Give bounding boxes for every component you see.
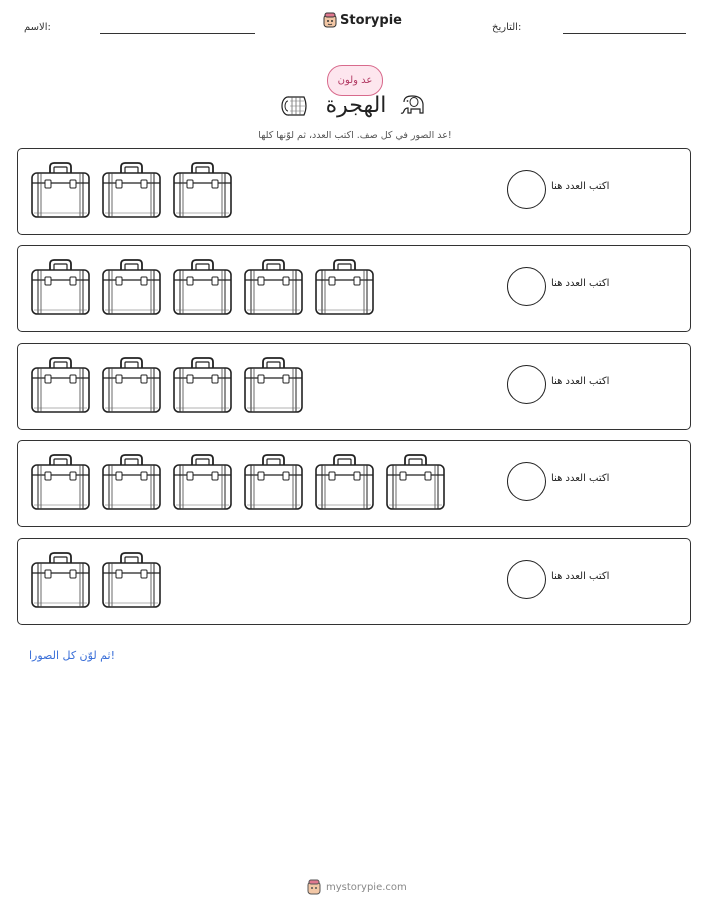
name-label: الاسم: bbox=[24, 22, 51, 33]
suitcase-icon[interactable] bbox=[172, 258, 233, 316]
storypie-footer-icon bbox=[307, 879, 321, 895]
instructions: عد الصور في كل صف. اكتب العدد، ثم لوّنها كلها! bbox=[258, 130, 452, 141]
color-note: ثم لوّن كل الصورا! bbox=[29, 649, 115, 662]
suitcase-icon[interactable] bbox=[385, 453, 446, 511]
write-number-label: اكتب العدد هنا bbox=[551, 571, 610, 582]
suitcase-icon[interactable] bbox=[172, 161, 233, 219]
suitcase-icon[interactable] bbox=[314, 453, 375, 511]
activity-badge: عد ولون bbox=[327, 65, 383, 96]
brand-name: Storypie bbox=[340, 12, 402, 28]
suitcase-icon[interactable] bbox=[30, 161, 91, 219]
suitcase-icon[interactable] bbox=[243, 453, 304, 511]
suitcase-icon[interactable] bbox=[30, 551, 91, 609]
name-input-line[interactable] bbox=[100, 33, 255, 34]
counting-row bbox=[17, 343, 691, 430]
suitcase-icon[interactable] bbox=[243, 356, 304, 414]
suitcase-icon[interactable] bbox=[101, 161, 162, 219]
write-number-label: اكتب العدد هنا bbox=[551, 181, 610, 192]
suitcase-group bbox=[30, 356, 304, 414]
page-title: الهجرة bbox=[325, 93, 387, 118]
elephant-icon bbox=[398, 94, 428, 118]
date-label: التاريخ: bbox=[492, 22, 522, 33]
answer-circle[interactable] bbox=[507, 365, 546, 404]
suitcase-group bbox=[30, 453, 446, 511]
counting-row bbox=[17, 538, 691, 625]
counting-row bbox=[17, 440, 691, 527]
counting-row bbox=[17, 148, 691, 235]
suitcase-group bbox=[30, 258, 375, 316]
answer-circle[interactable] bbox=[507, 170, 546, 209]
suitcase-icon[interactable] bbox=[101, 258, 162, 316]
suitcase-icon[interactable] bbox=[314, 258, 375, 316]
suitcase-group bbox=[30, 551, 162, 609]
write-number-label: اكتب العدد هنا bbox=[551, 473, 610, 484]
write-number-label: اكتب العدد هنا bbox=[551, 278, 610, 289]
answer-circle[interactable] bbox=[507, 462, 546, 501]
footer-url[interactable]: mystorypie.com bbox=[326, 881, 407, 893]
answer-circle[interactable] bbox=[507, 267, 546, 306]
suitcase-icon[interactable] bbox=[30, 258, 91, 316]
answer-circle[interactable] bbox=[507, 560, 546, 599]
suitcase-icon[interactable] bbox=[30, 453, 91, 511]
write-number-label: اكتب العدد هنا bbox=[551, 376, 610, 387]
suitcase-icon[interactable] bbox=[172, 356, 233, 414]
suitcase-icon[interactable] bbox=[101, 453, 162, 511]
suitcase-icon[interactable] bbox=[30, 356, 91, 414]
storypie-logo-icon bbox=[323, 12, 337, 28]
suitcase-icon[interactable] bbox=[243, 258, 304, 316]
brand-logo bbox=[323, 12, 402, 28]
suitcase-group bbox=[30, 161, 233, 219]
footer bbox=[307, 879, 407, 895]
suitcase-icon[interactable] bbox=[101, 356, 162, 414]
counting-row bbox=[17, 245, 691, 332]
suitcase-icon[interactable] bbox=[101, 551, 162, 609]
rolled-mat-icon bbox=[280, 94, 310, 118]
date-input-line[interactable] bbox=[563, 33, 686, 34]
suitcase-icon[interactable] bbox=[172, 453, 233, 511]
